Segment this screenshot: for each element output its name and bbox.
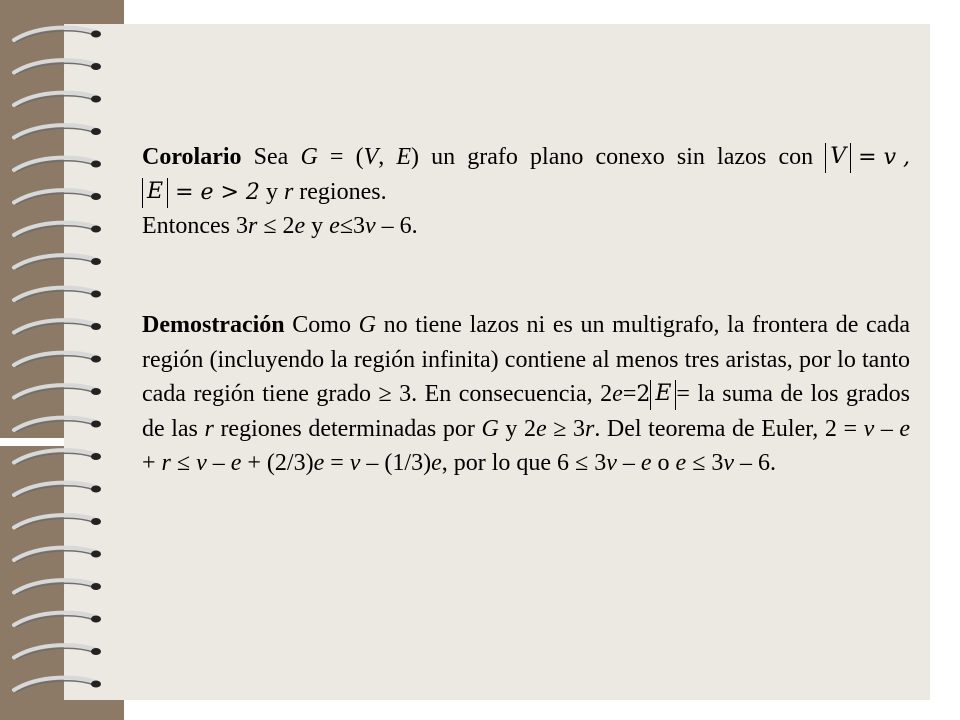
var-e: e bbox=[899, 415, 911, 442]
math-twice-E bbox=[636, 380, 676, 410]
var-G: G bbox=[358, 312, 376, 338]
text: Como bbox=[292, 312, 351, 338]
binding-hole bbox=[91, 551, 101, 558]
corollary-heading: Corolario bbox=[142, 144, 242, 170]
math-cardinality-V bbox=[825, 143, 910, 173]
binding-hole bbox=[91, 193, 101, 200]
text: ≤ bbox=[176, 450, 191, 476]
math-text: = v , bbox=[858, 145, 911, 171]
math-abs-E: E bbox=[142, 178, 168, 208]
var-G: G bbox=[481, 415, 499, 442]
var-r: r bbox=[283, 178, 294, 205]
var-G: G bbox=[300, 144, 318, 170]
text: – bbox=[880, 415, 893, 442]
var-r: r bbox=[584, 415, 595, 442]
var-e: e bbox=[431, 450, 442, 476]
text: , por lo que 6 ≤ 3 bbox=[441, 450, 607, 476]
binding-hole bbox=[91, 63, 101, 70]
text: y bbox=[305, 213, 330, 239]
corollary-paragraph bbox=[142, 140, 910, 209]
var-e: e bbox=[675, 450, 687, 476]
text: ≤ 3 bbox=[692, 450, 724, 476]
var-E: E bbox=[396, 144, 412, 170]
text: ≥ 3 bbox=[546, 415, 585, 442]
text: ≤ 2 bbox=[257, 213, 295, 239]
corollary-conclusion bbox=[142, 209, 910, 244]
text: , bbox=[378, 144, 385, 170]
text: o bbox=[657, 450, 670, 476]
text: = bbox=[330, 450, 344, 476]
text: . Del teorema de Euler, 2 = bbox=[594, 415, 857, 442]
var-v: v bbox=[196, 450, 207, 476]
text: – bbox=[212, 450, 225, 476]
var-v: v bbox=[349, 450, 361, 476]
binding-hole bbox=[91, 258, 101, 265]
math-text: 2 bbox=[636, 382, 651, 408]
math-abs-E: E bbox=[650, 380, 676, 410]
binding-hole bbox=[91, 161, 101, 168]
text: regiones. bbox=[299, 178, 387, 205]
var-e: e bbox=[612, 381, 623, 407]
text: y 2 bbox=[505, 415, 536, 442]
corollary-block bbox=[142, 140, 910, 244]
spiral-binding-icon bbox=[0, 0, 130, 720]
binding-hole bbox=[91, 421, 101, 428]
text: Sea bbox=[253, 144, 289, 170]
binding-hole bbox=[91, 648, 101, 655]
text: – bbox=[622, 450, 635, 476]
text: – 6. bbox=[740, 450, 777, 476]
proof-paragraph bbox=[142, 308, 910, 481]
text: – 6. bbox=[375, 213, 418, 239]
binding-hole bbox=[91, 323, 101, 330]
binding-hole bbox=[91, 486, 101, 493]
proof-heading: Demostración bbox=[142, 312, 285, 338]
text: ≤3 bbox=[339, 213, 365, 239]
text: no tiene lazos ni es un multigrafo, la frontera de cada región (incluyendo la región infinita) contiene al menos tres aristas, por lo tanto cada región tiene grado ≥ 3. En consecuencia, 2 bbox=[142, 312, 910, 407]
binding-hole bbox=[91, 96, 101, 103]
binding-hole bbox=[91, 681, 101, 688]
var-v: v bbox=[364, 213, 376, 239]
text: + (2/3) bbox=[247, 450, 314, 476]
binding-hole bbox=[91, 291, 101, 298]
binding-hole bbox=[91, 388, 101, 395]
math-cardinality-E bbox=[142, 178, 260, 208]
binding-hole bbox=[91, 356, 101, 363]
text: – (1/3) bbox=[366, 450, 432, 476]
text: = ( bbox=[329, 144, 364, 170]
binding-hole bbox=[91, 616, 101, 623]
binding-hole bbox=[91, 453, 101, 460]
binding-hole bbox=[91, 583, 101, 590]
var-e: e bbox=[640, 450, 652, 476]
var-e: e bbox=[535, 415, 547, 442]
var-e: e bbox=[230, 450, 242, 476]
binding-hole bbox=[91, 518, 101, 525]
var-r: r bbox=[204, 415, 214, 442]
var-r: r bbox=[161, 450, 171, 476]
var-e: e bbox=[329, 213, 340, 239]
text: regiones determinadas por bbox=[220, 415, 475, 442]
math-text: = e > 2 bbox=[175, 179, 260, 205]
text: con bbox=[778, 144, 814, 170]
var-v: v bbox=[606, 450, 617, 476]
text: ) un grafo plano conexo sin lazos bbox=[411, 144, 767, 170]
binding-hole bbox=[91, 226, 101, 233]
text: y bbox=[265, 178, 278, 205]
var-r: r bbox=[247, 213, 258, 239]
var-e: e bbox=[313, 450, 325, 476]
binding-hole bbox=[91, 128, 101, 135]
text: = la suma de los grados de las bbox=[142, 381, 910, 442]
math-abs-V: V bbox=[825, 143, 851, 173]
var-V: V bbox=[363, 144, 379, 170]
var-v: v bbox=[723, 450, 735, 476]
var-v: v bbox=[863, 415, 875, 442]
text: = bbox=[622, 381, 637, 407]
binding-hole bbox=[91, 31, 101, 38]
text: Entonces 3 bbox=[142, 213, 248, 239]
proof-block bbox=[142, 308, 910, 481]
text: + bbox=[142, 450, 156, 476]
var-e: e bbox=[294, 213, 306, 239]
